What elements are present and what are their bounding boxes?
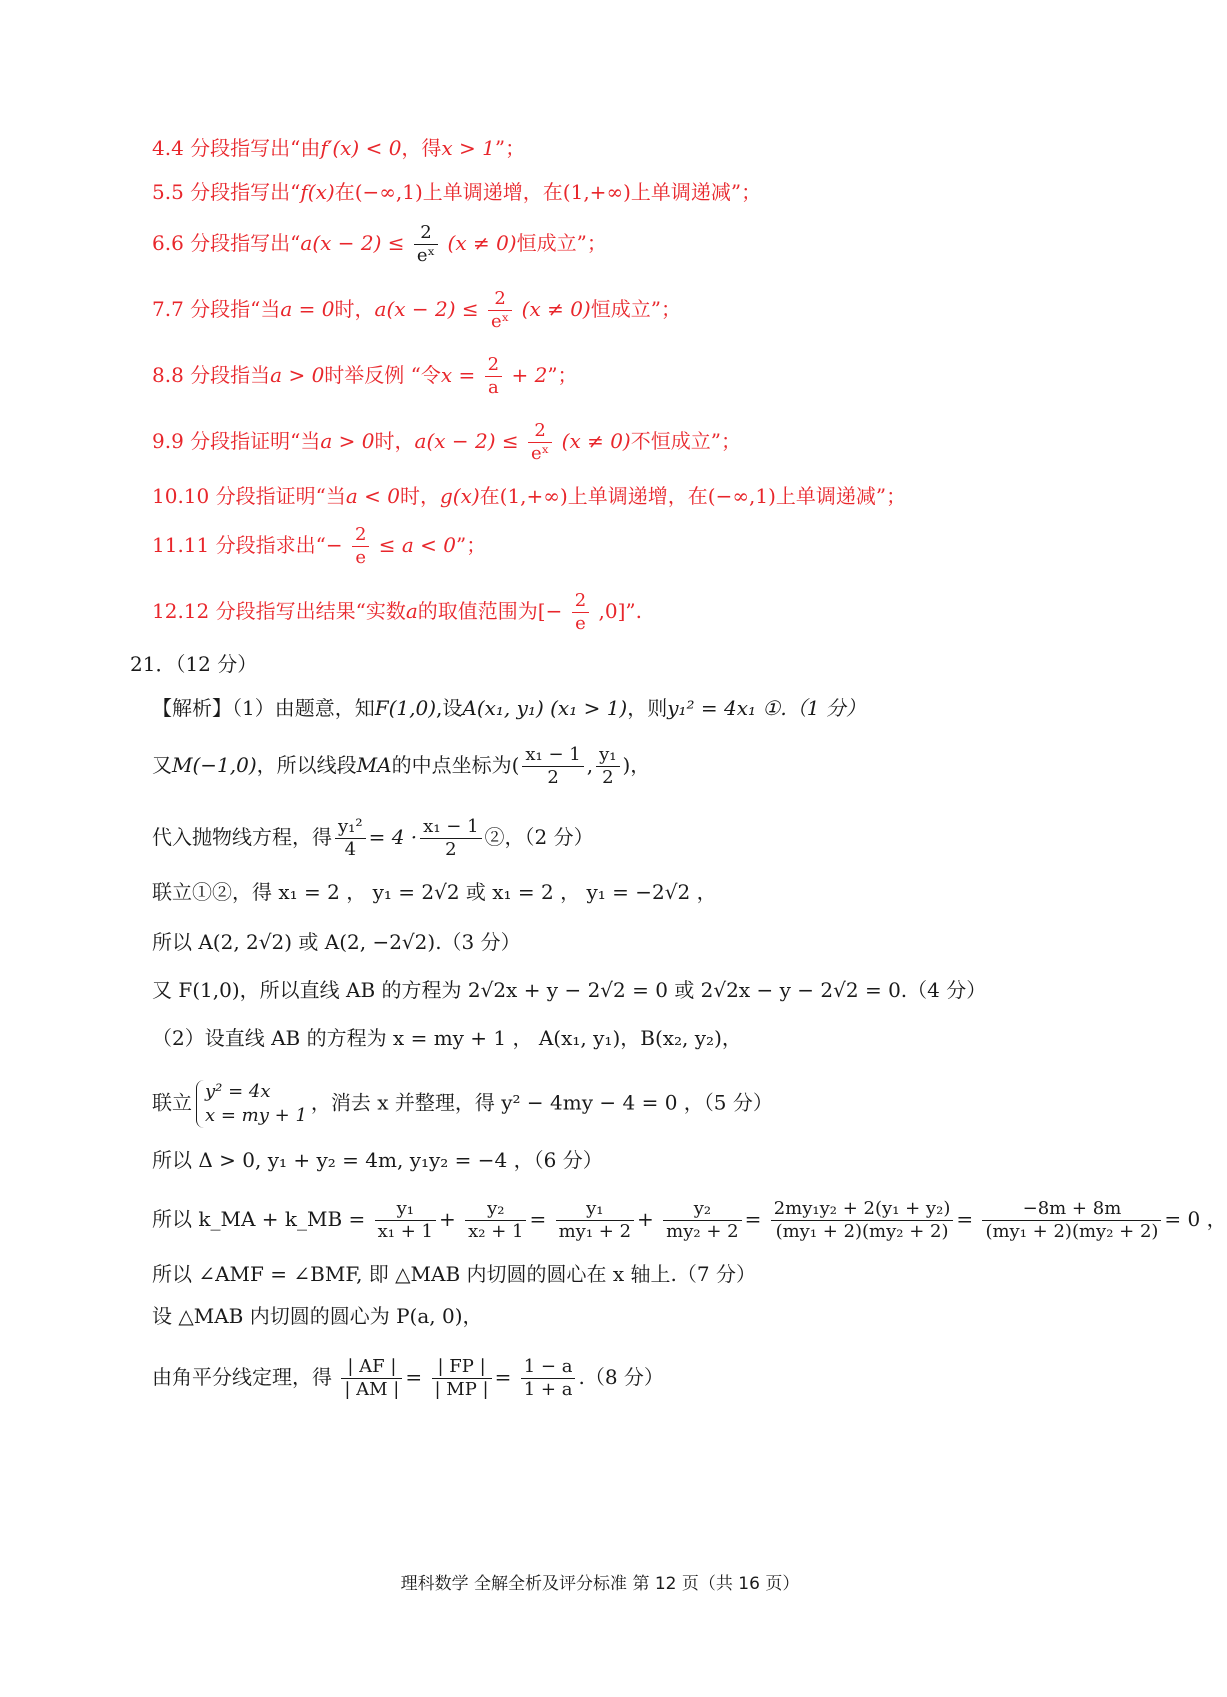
solution-line-6: 又 F(1,0)，所以直线 AB 的方程为 2√2x + y − 2√2 = 0 或 2√2x − y − 2√2 = 0.（4 分） [152,978,987,1002]
solution-line-5: 所以 A(2, 2√2) 或 A(2, −2√2).（3 分） [152,930,521,954]
scoring-note-8: 8.8 分段指当a > 0时举反例 “令x = $\frac{2}{a}$ + 2”； [152,354,578,398]
scoring-note-9: 9.9 分段指证明“当a > 0时，a(x − 2) ≤ $\frac{2}{\text{eˣ}}$ (x ≠ 0)不恒成立”； [152,420,741,464]
solution-line-9: 所以 Δ > 0, y₁ + y₂ = 4m, y₁y₂ = −4 ，（6 分） [152,1148,603,1172]
solution-line-1: 【解析】（1）由题意，知F(1,0),设A(x₁, y₁) (x₁ > 1)，则y₁² = 4x₁ ①.（1 分） [152,696,866,720]
solution-line-2: 又M(−1,0)，所以线段MA的中点坐标为( $\frac{\text{x₁ − 1}}{2}$ , $\frac{\text{y₁}}{2}$ )， [152,744,651,788]
scoring-note-7: 7.7 分段指“当a = 0时，a(x − 2) ≤ $\frac{2}{\text{eˣ}}$ (x ≠ 0)恒成立”； [152,288,681,332]
scoring-note-11: 11.11 分段指求出“− $\frac{2}{e}$ ≤ a < 0”； [152,524,487,568]
solution-line-3: 代入抛物线方程，得 $\frac{\text{y₁²}}{4}$ = 4 · $\frac{\text{x₁ − 1}}{2}$ ②，（2 分） [152,816,594,860]
problem-number: 21．（12 分） [130,652,258,676]
solution-line-12: 设 △MAB 内切圆的圆心为 P(a, 0)， [152,1304,483,1328]
scoring-note-12: 12.12 分段指写出结果“实数a的取值范围为[− $\frac{2}{e}$ ,0]”. [152,590,642,634]
solution-line-10: 所以 k_MA + k_MB = $\frac{\text{y₁}}{\text{x₁ + 1}}$ + $\frac{\text{y₂}}{\text{x₂ + 1}}$ = $\frac{\text{y₁}}{\text{my₁ + 2}}$ + $\frac{\text{y₂}}{\text{my₂ + 2}}$ = $\frac{\text{2my₁y₂ + 2(y₁ + y₂)}}{\text{(my₁ + 2)(my₂ + 2)}}$ = $\frac{-8m + 8m}{\text{(my₁ + 2)(my₂ + 2)}}$ = 0 ， [152,1198,1227,1242]
scoring-note-10: 10.10 分段指证明“当a < 0时，g(x)在(1,+∞)上单调递增，在(−∞,1)上单调递减”； [152,484,907,508]
equation-system: y² = 4x x = my + 1 [196,1080,307,1128]
scoring-note-6: 6.6 分段指写出“a(x − 2) ≤ $\frac{2}{\text{eˣ}}$ (x ≠ 0)恒成立”； [152,222,607,266]
solution-line-7: （2）设直线 AB 的方程为 x = my + 1 ， A(x₁, y₁)，B(x₂, y₂)， [152,1026,742,1050]
page-footer: 理科数学 全解全析及评分标准 第 12 页（共 16 页） [400,1574,800,1594]
solution-line-8: 联立 y² = 4x x = my + 1 ，消去 x 并整理，得 y² − 4my − 4 = 0 ，（5 分） [152,1081,773,1126]
solution-line-11: 所以 ∠AMF = ∠BMF, 即 △MAB 内切圆的圆心在 x 轴上.（7 分） [152,1262,756,1286]
scoring-note-4: 4.4 分段指写出“由f′(x) < 0，得x > 1”； [152,136,526,160]
solution-line-13: 由角平分线定理，得 $\frac{| AF |}{| AM |}$ = $\frac{| FP |}{| MP |}$ = $\frac{1 - a}{1 + a}$ .（8 分） [152,1356,664,1400]
scoring-note-5: 5.5 分段指写出“f(x)在(−∞,1)上单调递增，在(1,+∞)上单调递减”； [152,180,762,204]
solution-line-4: 联立①②，得 x₁ = 2 ， y₁ = 2√2 或 x₁ = 2 ， y₁ = −2√2 ， [152,880,717,904]
